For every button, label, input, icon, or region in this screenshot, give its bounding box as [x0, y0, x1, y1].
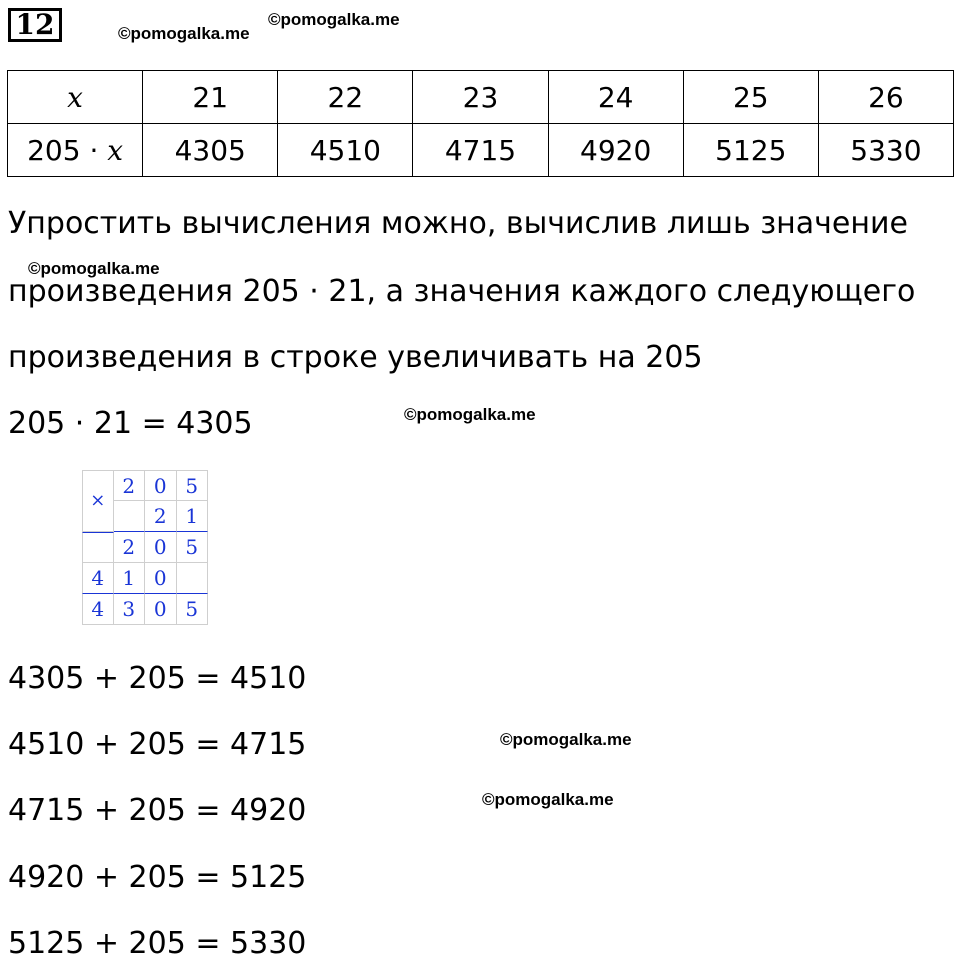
watermark: ©pomogalka.me	[500, 730, 632, 749]
digit-cell: 1	[177, 501, 209, 532]
digit-cell: 0	[145, 594, 177, 625]
digit-cell: 3	[114, 594, 146, 625]
multiply-sign: ×	[82, 470, 114, 532]
x-value: 26	[818, 71, 953, 124]
digit-cell: 0	[145, 563, 177, 594]
explanation-line: произведения в строке увеличивать на 205	[8, 340, 703, 375]
digit-cell: 2	[145, 501, 177, 532]
x-value: 25	[683, 71, 818, 124]
column-multiplication	[82, 470, 208, 625]
digit-cell: 0	[145, 532, 177, 563]
addition-line: 4510 + 205 = 4715	[8, 727, 307, 762]
first-equation: 205 · 21 = 4305	[8, 406, 253, 441]
watermark: ©pomogalka.me	[268, 10, 400, 29]
explanation-line: произведения 205 · 21, а значения каждого следующего	[8, 274, 916, 309]
watermark: ©pomogalka.me	[482, 790, 614, 809]
product-value: 4510	[278, 124, 413, 177]
product-value: 5125	[683, 124, 818, 177]
digit-cell: 4	[82, 594, 114, 625]
row-header-product: 205 · x	[8, 124, 143, 177]
digit-cell: 2	[114, 470, 146, 501]
digit-cell	[114, 501, 146, 532]
watermark: ©pomogalka.me	[28, 259, 160, 278]
digit-cell: 1	[114, 563, 146, 594]
explanation-line: Упростить вычисления можно, вычислив лишь значение	[8, 206, 908, 241]
digit-cell	[82, 532, 114, 563]
row-header-x: x	[8, 71, 143, 124]
x-value: 22	[278, 71, 413, 124]
product-value: 4920	[548, 124, 683, 177]
digit-cell: 4	[82, 563, 114, 594]
digit-cell: 5	[177, 594, 209, 625]
x-value: 21	[143, 71, 278, 124]
watermark: ©pomogalka.me	[118, 24, 250, 43]
problem-number: 12	[8, 8, 62, 42]
product-value: 4715	[413, 124, 548, 177]
digit-cell	[177, 563, 209, 594]
values-table	[7, 70, 954, 177]
table-row-product	[8, 124, 954, 177]
addition-line: 4920 + 205 = 5125	[8, 860, 307, 895]
x-value: 24	[548, 71, 683, 124]
addition-line: 4715 + 205 = 4920	[8, 793, 307, 828]
digit-cell: 5	[177, 470, 209, 501]
addition-line: 4305 + 205 = 4510	[8, 661, 307, 696]
table-row-x	[8, 71, 954, 124]
product-value: 4305	[143, 124, 278, 177]
addition-line: 5125 + 205 = 5330	[8, 926, 307, 961]
watermark: ©pomogalka.me	[404, 405, 536, 424]
x-value: 23	[413, 71, 548, 124]
digit-cell: 5	[177, 532, 209, 563]
digit-cell: 2	[114, 532, 146, 563]
digit-cell: 0	[145, 470, 177, 501]
product-value: 5330	[818, 124, 953, 177]
